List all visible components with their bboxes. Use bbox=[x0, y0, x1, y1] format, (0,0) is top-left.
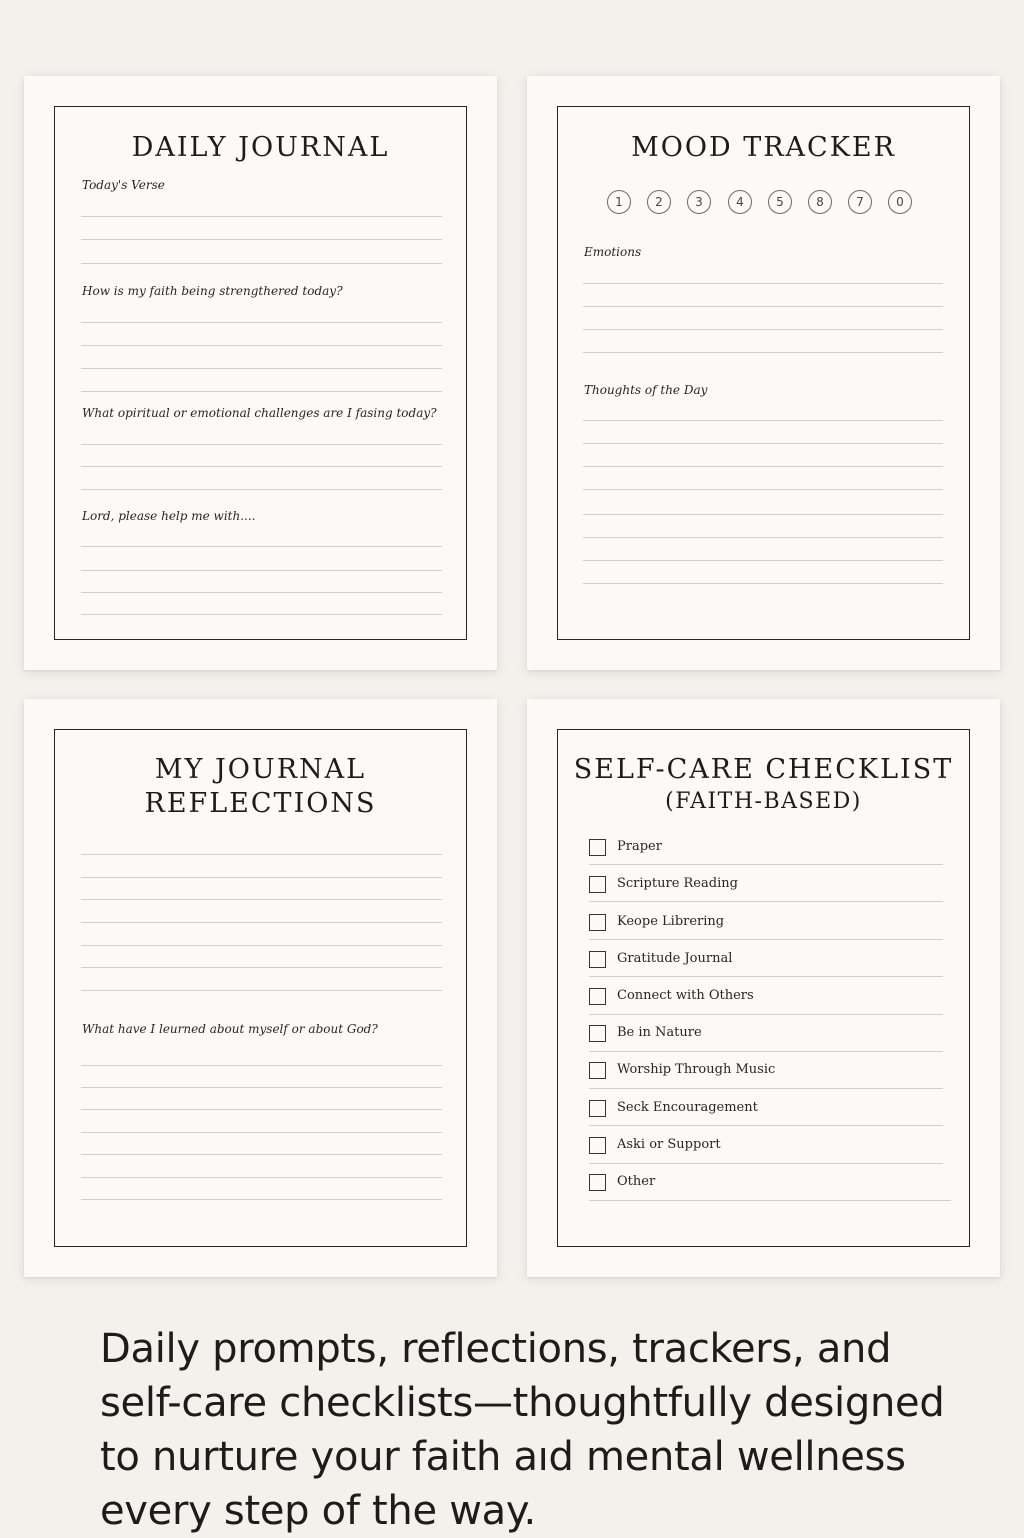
divider bbox=[589, 1163, 943, 1164]
writing-line[interactable] bbox=[583, 583, 943, 584]
checkbox[interactable] bbox=[589, 1062, 606, 1079]
writing-line[interactable] bbox=[81, 489, 442, 490]
writing-line[interactable] bbox=[583, 466, 943, 467]
writing-line[interactable] bbox=[81, 1177, 442, 1178]
mood-rating-circle[interactable]: 2 bbox=[647, 190, 671, 214]
reflections-title-line1: MY JOURNAL bbox=[154, 754, 367, 785]
checkbox[interactable] bbox=[589, 988, 606, 1005]
writing-line[interactable] bbox=[81, 854, 442, 855]
writing-line[interactable] bbox=[81, 391, 442, 392]
writing-line[interactable] bbox=[81, 1109, 442, 1110]
writing-line[interactable] bbox=[81, 263, 442, 264]
checklist-item-label: Seck Encouragement bbox=[617, 1100, 758, 1115]
mood-rating-circle[interactable]: 0 bbox=[888, 190, 912, 214]
checkbox[interactable] bbox=[589, 914, 606, 931]
divider bbox=[589, 939, 943, 940]
mood-tracker-title: MOOD TRACKER bbox=[631, 132, 896, 163]
checklist-item-label: Keope Librering bbox=[617, 914, 725, 929]
mood-rating-circle[interactable]: 8 bbox=[808, 190, 832, 214]
marketing-caption: Daily prompts, reflections, trackers, and self-care checklists—thoughtfully designed to nurture your faith aıd mental wellness every step of the way. bbox=[100, 1326, 945, 1534]
checklist-item-label: Scripture Reading bbox=[617, 876, 738, 891]
checklist-item-label: Praper bbox=[617, 839, 662, 854]
writing-line[interactable] bbox=[81, 368, 442, 369]
prompt-todays-verse: Today's Verse bbox=[82, 178, 165, 192]
checkbox[interactable] bbox=[589, 1100, 606, 1117]
divider bbox=[589, 976, 943, 977]
writing-line[interactable] bbox=[81, 216, 442, 217]
writing-line[interactable] bbox=[81, 967, 442, 968]
checklist-item-label: Aski or Support bbox=[617, 1137, 721, 1152]
checkbox[interactable] bbox=[589, 951, 606, 968]
divider bbox=[589, 901, 943, 902]
writing-line[interactable] bbox=[583, 443, 943, 444]
writing-line[interactable] bbox=[81, 922, 442, 923]
divider bbox=[589, 1088, 943, 1089]
checklist-title: SELF-CARE CHECKLIST bbox=[573, 754, 954, 785]
daily-journal-page bbox=[24, 76, 497, 670]
writing-line[interactable] bbox=[583, 283, 943, 284]
checkbox[interactable] bbox=[589, 839, 606, 856]
prompt-help-me-with: Lord, please help me with.... bbox=[82, 509, 256, 523]
writing-line[interactable] bbox=[81, 570, 442, 571]
checkbox[interactable] bbox=[589, 1137, 606, 1154]
writing-line[interactable] bbox=[583, 560, 943, 561]
reflections-title-line2: REFLECTIONS bbox=[144, 788, 377, 819]
divider bbox=[589, 1051, 943, 1052]
writing-line[interactable] bbox=[81, 322, 442, 323]
writing-line[interactable] bbox=[583, 352, 943, 353]
writing-line[interactable] bbox=[81, 239, 442, 240]
divider bbox=[589, 1125, 943, 1126]
writing-line[interactable] bbox=[81, 466, 442, 467]
writing-line[interactable] bbox=[583, 489, 943, 490]
prompt-challenges: What opiritual or emotional challenges are I fasing today? bbox=[82, 406, 437, 420]
divider bbox=[589, 1014, 943, 1015]
checklist-item-label: Other bbox=[617, 1174, 656, 1189]
checkbox[interactable] bbox=[589, 1025, 606, 1042]
checkbox[interactable] bbox=[589, 876, 606, 893]
checklist-item-label: Be in Nature bbox=[617, 1025, 702, 1040]
mood-tracker-page bbox=[527, 76, 1000, 670]
writing-line[interactable] bbox=[583, 537, 943, 538]
prompt-what-learned: What have I leurned about myself or about God? bbox=[82, 1022, 378, 1036]
divider bbox=[589, 1200, 951, 1201]
writing-line[interactable] bbox=[81, 877, 442, 878]
prompt-thoughts-of-day: Thoughts of the Day bbox=[584, 383, 708, 397]
self-care-checklist-page bbox=[527, 699, 1000, 1277]
writing-line[interactable] bbox=[81, 444, 442, 445]
mood-rating-circle[interactable]: 1 bbox=[607, 190, 631, 214]
writing-line[interactable] bbox=[81, 592, 442, 593]
writing-line[interactable] bbox=[81, 945, 442, 946]
checklist-item-label: Worship Through Music bbox=[617, 1062, 776, 1077]
checklist-subtitle: (FAITH-BASED) bbox=[665, 789, 862, 814]
checkbox[interactable] bbox=[589, 1174, 606, 1191]
writing-line[interactable] bbox=[583, 329, 943, 330]
writing-line[interactable] bbox=[81, 614, 442, 615]
daily-journal-title: DAILY JOURNAL bbox=[131, 132, 390, 163]
writing-line[interactable] bbox=[81, 1065, 442, 1066]
writing-line[interactable] bbox=[81, 990, 442, 991]
mood-rating-circle[interactable]: 4 bbox=[728, 190, 752, 214]
mood-rating-circle[interactable]: 7 bbox=[848, 190, 872, 214]
writing-line[interactable] bbox=[81, 899, 442, 900]
writing-line[interactable] bbox=[81, 1087, 442, 1088]
mood-rating-circle[interactable]: 5 bbox=[768, 190, 792, 214]
writing-line[interactable] bbox=[583, 420, 943, 421]
writing-line[interactable] bbox=[583, 306, 943, 307]
divider bbox=[589, 864, 943, 865]
writing-line[interactable] bbox=[583, 514, 943, 515]
checklist-item-label: Gratitude Journal bbox=[617, 951, 733, 966]
checklist-item-label: Connect with Others bbox=[617, 988, 754, 1003]
journal-reflections-page bbox=[24, 699, 497, 1277]
writing-line[interactable] bbox=[81, 1132, 442, 1133]
mood-rating-circle[interactable]: 3 bbox=[687, 190, 711, 214]
writing-line[interactable] bbox=[81, 546, 442, 547]
writing-line[interactable] bbox=[81, 345, 442, 346]
prompt-emotions: Emotions bbox=[584, 245, 642, 259]
writing-line[interactable] bbox=[81, 1154, 442, 1155]
prompt-faith-strengthened: How is my faith being strengthered today? bbox=[82, 284, 343, 298]
writing-line[interactable] bbox=[81, 1199, 442, 1200]
